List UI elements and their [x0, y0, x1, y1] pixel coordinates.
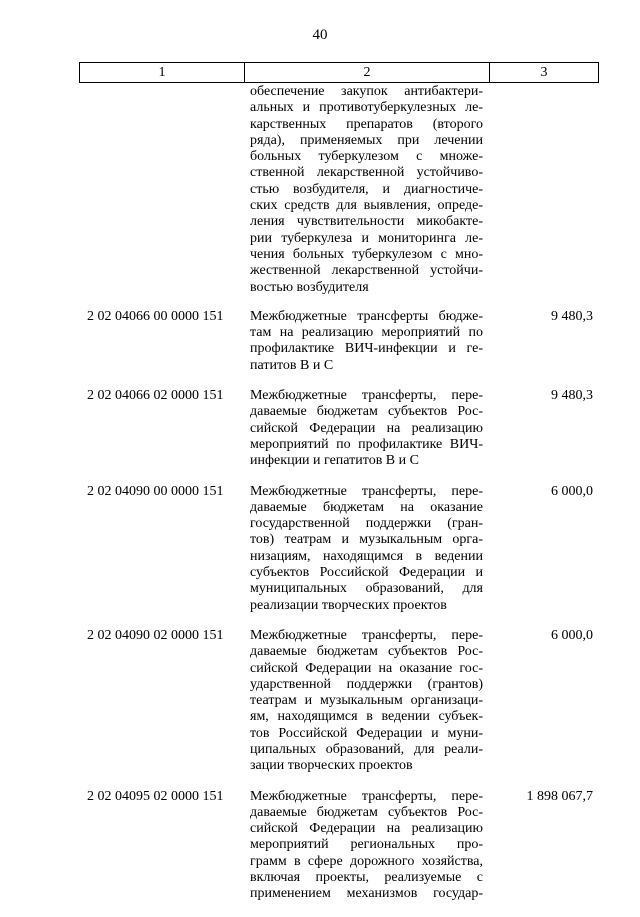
budget-code-cell: 2 02 04095 02 0000 151: [87, 788, 224, 804]
name-line: ям, находящимся в ведении субъек-: [250, 709, 483, 725]
name-line: сийской Федерации на реализацию: [250, 420, 483, 436]
name-line: мероприятий региональных про-: [250, 837, 483, 853]
table-row: [79, 309, 599, 374]
name-line: ления чувствительности микобакте-: [250, 214, 483, 230]
amount-cell: [489, 84, 599, 296]
amount-cell: 9 480,3: [551, 308, 593, 324]
name-line: реализации творческих проектов: [250, 597, 447, 613]
budget-code-cell: 2 02 04090 00 0000 151: [87, 483, 224, 499]
name-line: Межбюджетные трансферты, пере-: [250, 788, 483, 804]
name-line: применением механизмов государ-: [250, 886, 483, 902]
budget-code-cell: 2 02 04066 02 0000 151: [87, 388, 224, 404]
name-line: даваемые бюджетам субъектов Рос-: [250, 804, 483, 820]
name-line: альных и противотуберкулезных ле-: [250, 100, 483, 116]
table-header-row: [79, 62, 599, 83]
name-line: тов) театрам и музыкальным орга-: [250, 532, 483, 548]
name-line: Межбюджетные трансферты бюдже-: [250, 308, 483, 324]
name-line: больных туберкулезом с множе-: [250, 149, 483, 165]
amount-cell: 6 000,0: [551, 483, 593, 499]
name-line: зации творческих проектов: [250, 758, 413, 774]
name-line: стью возбудителя, и диагностиче-: [250, 181, 483, 197]
name-line: даваемые бюджетам субъектов Рос-: [250, 644, 483, 660]
name-line: рии туберкулеза и мониторинга ле-: [250, 230, 483, 246]
name-line: карственных препаратов (второго: [250, 116, 483, 132]
amount-cell: 6 000,0: [551, 627, 593, 643]
name-line: включая проекты, реализуемые с: [250, 870, 483, 886]
name-line: мероприятий по профилактике ВИЧ-: [250, 436, 483, 452]
name-line: сийской Федерации на оказание гос-: [250, 660, 483, 676]
name-line: низациям, находящимся в ведении: [250, 548, 483, 564]
table-row: [79, 628, 599, 775]
name-line: театрам и музыкальным организаци-: [250, 693, 483, 709]
name-line: сийской Федерации на реализацию: [250, 821, 483, 837]
name-line: государственной поддержки (гран-: [250, 516, 483, 532]
name-line: ряда), применяемых при лечении: [250, 132, 483, 148]
amount-cell: 1 898 067,7: [526, 788, 593, 804]
budget-code-cell: 2 02 04090 02 0000 151: [87, 627, 224, 643]
name-line: обеспечение закупок антибактери-: [250, 84, 483, 99]
name-line: инфекции и гепатитов В и С: [250, 453, 419, 469]
name-line: Межбюджетные трансферты, пере-: [250, 627, 483, 643]
table-row: [79, 84, 599, 296]
budget-code-cell: 2 02 04066 00 0000 151: [87, 308, 224, 324]
budget-name-cell: [244, 484, 489, 614]
name-line: чения больных туберкулезом с мно-: [250, 246, 483, 262]
name-line: даваемые бюджетам на оказание: [250, 499, 483, 515]
name-line: Межбюджетные трансферты, пере-: [250, 483, 483, 499]
name-line: тов Российской Федерации и муни-: [250, 725, 483, 741]
amount-cell: 9 480,3: [551, 388, 593, 404]
table-header-col-2: 2: [245, 63, 490, 82]
budget-name-cell: [244, 388, 489, 469]
name-line: Межбюджетные трансферты, пере-: [250, 388, 483, 404]
budget-name-cell: [244, 789, 489, 903]
table-header-col-1: 1: [80, 63, 245, 82]
name-line: ударственной поддержки (грантов): [250, 676, 483, 692]
budget-name-cell: [244, 628, 489, 775]
budget-table: [79, 84, 599, 917]
name-line: там на реализацию мероприятий по: [250, 325, 483, 341]
name-line: жественной лекарственной устойчи-: [250, 263, 483, 279]
name-line: субъектов Российской Федерации и: [250, 565, 483, 581]
name-line: ственной лекарственной устойчиво-: [250, 165, 483, 181]
budget-name-cell: [244, 84, 489, 296]
name-line: муниципальных образований, для: [250, 581, 483, 597]
name-line: востью возбудителя: [250, 279, 369, 295]
budget-name-cell: [244, 309, 489, 374]
name-line: даваемые бюджетам субъектов Рос-: [250, 404, 483, 420]
name-line: патитов В и С: [250, 357, 334, 373]
table-header-col-3: 3: [540, 65, 548, 80]
name-line: ских средств для выявления, опреде-: [250, 198, 483, 214]
budget-code-cell: [79, 84, 244, 296]
table-row: [79, 789, 599, 903]
name-line: профилактике ВИЧ-инфекции и ге-: [250, 341, 483, 357]
name-line: ципальных образований, для реали-: [250, 741, 483, 757]
page-number: 40: [312, 27, 328, 43]
name-line: грамм в сфере дорожного хозяйства,: [250, 853, 483, 869]
table-row: [79, 388, 599, 469]
table-row: [79, 484, 599, 614]
